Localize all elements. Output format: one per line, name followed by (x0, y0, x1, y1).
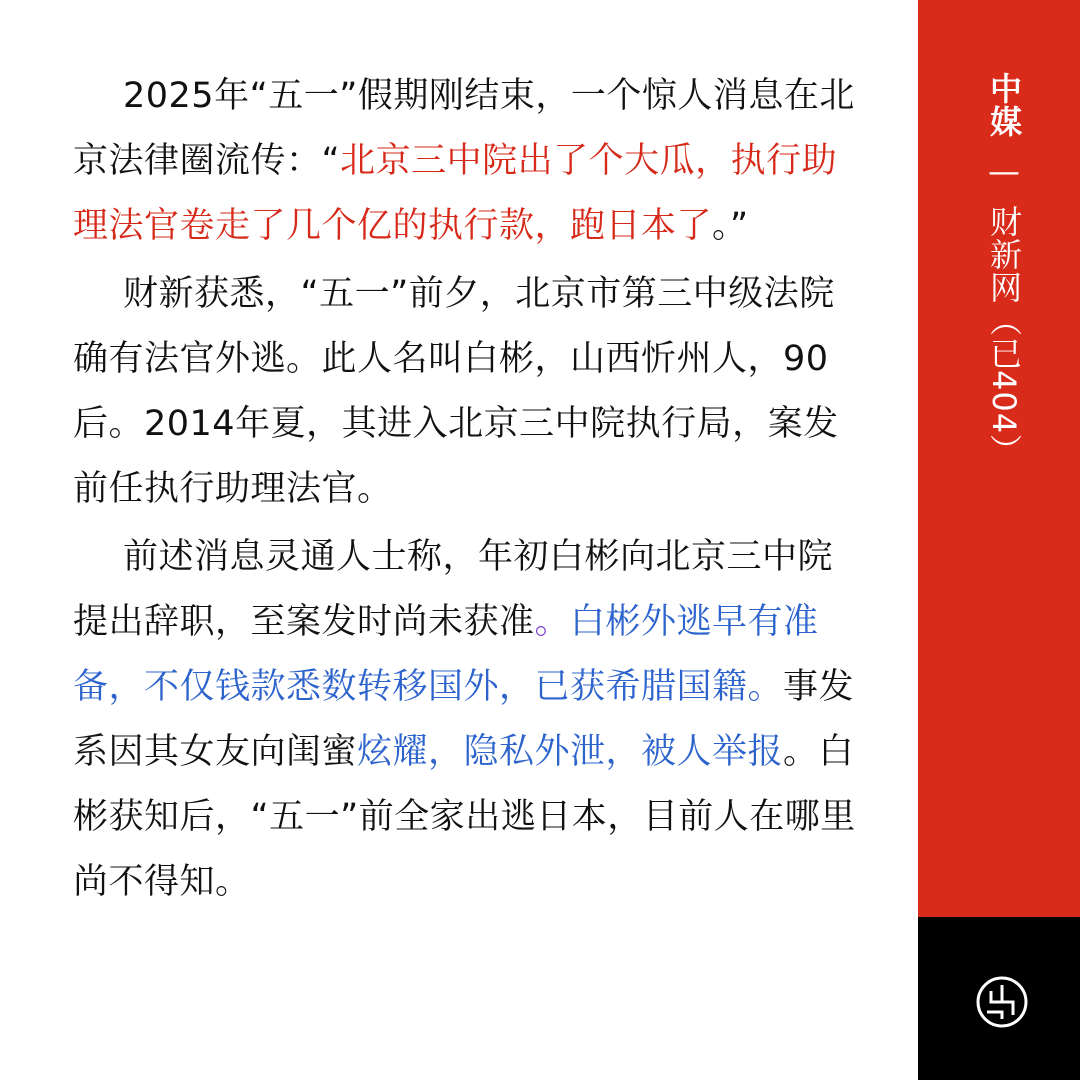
paragraph-3-cause: 事发系因其女友向闺蜜 (73, 667, 855, 772)
highlight-blue-leak: 炫耀，隐私外泄，被人举报 (357, 732, 784, 772)
paragraph-3-period: 。 (534, 602, 571, 642)
brand-label: 中媒 (985, 72, 1023, 138)
caixin-logo-icon (975, 975, 1029, 1029)
paragraph-3-text: 前述消息灵通人士称，年初白彬向北京三中院提出辞职，至案发时尚未获准 (73, 537, 834, 642)
paragraph-1-end: 。” (712, 206, 749, 246)
status-label: （已404） (985, 304, 1023, 468)
paragraph-2 (73, 262, 863, 522)
highlight-red-quote: 北京三中院出了个大瓜，执行助理法官卷走了几个亿的执行款，跑日本了 (73, 141, 838, 246)
sidebar-separator: — (985, 152, 1023, 191)
paragraph-2-text: 财新获悉，“五一”前夕，北京市第三中级法院确有法官外逃。此人名叫白彬，山西忻州人，90后。2014年夏，其进入北京三中院执行局，案发前任执行助理法官。 (73, 274, 839, 509)
sidebar-label (974, 72, 1034, 467)
paragraph-3-end: 。白彬获知后，“五一”前全家出逃日本，目前人在哪里尚不得知。 (73, 732, 856, 902)
source-label: 财新网 (985, 205, 1023, 304)
article-body (73, 64, 863, 918)
paragraph-1-text: 2025年“五一”假期刚结束，一个惊人消息在北京法律圈流传：“ (73, 76, 855, 181)
paragraph-3 (73, 525, 863, 915)
highlight-blue-period: 。 (747, 667, 784, 707)
highlight-blue-preparation: 白彬外逃早有准备，不仅钱款悉数转移国外，已获希腊国籍 (73, 602, 819, 707)
paragraph-1 (73, 64, 863, 259)
